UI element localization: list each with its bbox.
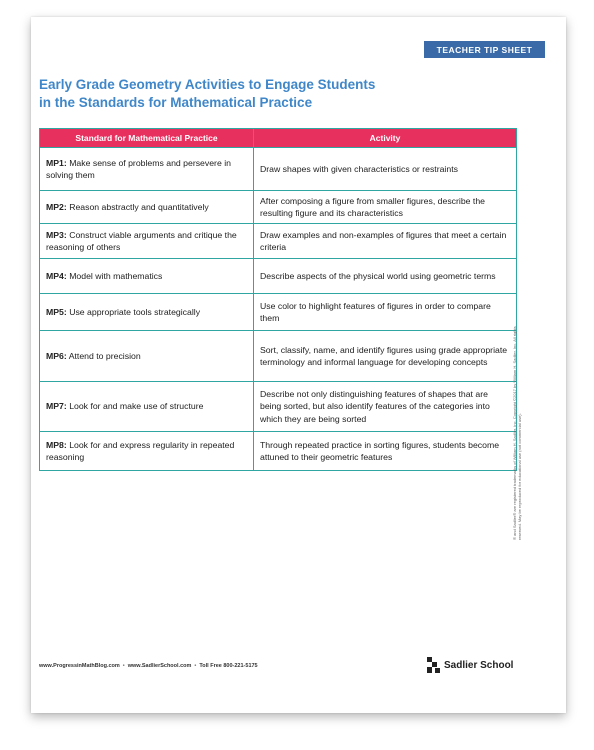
- footer-site-progress[interactable]: www.ProgressinMathBlog.com: [39, 663, 120, 669]
- activity-cell: Describe not only distinguishing features of shapes that are being sorted, but also identify features of the categories into which they are being sorted: [254, 382, 517, 432]
- table-row: [40, 382, 517, 432]
- mp-code: MP3:: [46, 229, 67, 240]
- footer-site-sadlier[interactable]: www.SadlierSchool.com: [127, 663, 192, 669]
- logo-text: Sadlier School: [444, 659, 514, 671]
- table-row: [40, 224, 517, 259]
- table-row: [40, 331, 517, 382]
- activity-cell: Describe aspects of the physical world using geometric terms: [254, 259, 517, 294]
- standard-cell: [40, 432, 254, 471]
- footer-phone: Toll Free 800-221-5175: [199, 663, 258, 669]
- standard-text: Attend to precision: [68, 350, 141, 361]
- standard-cell: [40, 382, 254, 432]
- footer-separator: •: [194, 663, 197, 669]
- standard-text: Reason abstractly and quantitatively: [69, 201, 209, 212]
- title-line-2: in the Standards for Mathematical Practice: [39, 95, 313, 110]
- table-row: [40, 191, 517, 224]
- table-row: [40, 432, 517, 471]
- mp-code: MP5:: [46, 306, 67, 317]
- standard-text: Make sense of problems and persevere in solving them: [46, 157, 231, 180]
- activity-cell: Draw shapes with given characteristics or restraints: [254, 148, 517, 191]
- standard-text: Model with mathematics: [69, 270, 163, 281]
- activity-cell: Sort, classify, name, and identify figures using grade appropriate terminology and informal language for developing concepts: [254, 331, 517, 382]
- footer-separator: •: [122, 663, 125, 669]
- sadlier-logo: [427, 657, 513, 673]
- mp-code: MP8:: [46, 439, 67, 450]
- activity-cell: After composing a figure from smaller figures, describe the resulting figure and its characteristics: [254, 191, 517, 224]
- standard-cell: [40, 191, 254, 224]
- standard-cell: [40, 224, 254, 259]
- standard-text: Use appropriate tools strategically: [69, 306, 201, 317]
- table-row: [40, 259, 517, 294]
- header-activity: Activity: [254, 129, 517, 148]
- activity-cell: Through repeated practice in sorting figures, students become attuned to their geometric features: [254, 432, 517, 471]
- teacher-tip-badge: TEACHER TIP SHEET: [424, 41, 545, 58]
- standard-cell: [40, 294, 254, 331]
- standard-text: Look for and make use of structure: [69, 401, 204, 412]
- standard-cell: [40, 331, 254, 382]
- activity-cell: Draw examples and non-examples of figures that meet a certain criteria: [254, 224, 517, 259]
- sadlier-s-icon: [427, 657, 440, 673]
- header-standard: Standard for Mathematical Practice: [40, 129, 254, 148]
- copyright-side-note: ® and Sadlier® are registered trademarks of William H. Sadlier, Inc. Copyright ©2017 by William H. Sadlier, Inc. All rights reserved. May be reproduced for educational use (not commercial use).: [512, 326, 522, 540]
- practice-table: [39, 128, 517, 471]
- standard-text: Construct viable arguments and critique the reasoning of others: [46, 229, 237, 252]
- table-header-row: [40, 129, 517, 148]
- standard-cell: [40, 148, 254, 191]
- table-row: [40, 294, 517, 331]
- standard-text: Look for and express regularity in repeated reasoning: [46, 439, 235, 462]
- activity-cell: Use color to highlight features of figures in order to compare them: [254, 294, 517, 331]
- mp-code: MP2:: [46, 201, 67, 212]
- page-title: [39, 76, 499, 112]
- mp-code: MP6:: [46, 350, 67, 361]
- mp-code: MP1:: [46, 157, 67, 168]
- table-row: [40, 148, 517, 191]
- mp-code: MP7:: [46, 401, 67, 412]
- footer-links: [39, 663, 258, 669]
- mp-code: MP4:: [46, 270, 67, 281]
- title-line-1: Early Grade Geometry Activities to Engage Students: [39, 77, 376, 92]
- standard-cell: [40, 259, 254, 294]
